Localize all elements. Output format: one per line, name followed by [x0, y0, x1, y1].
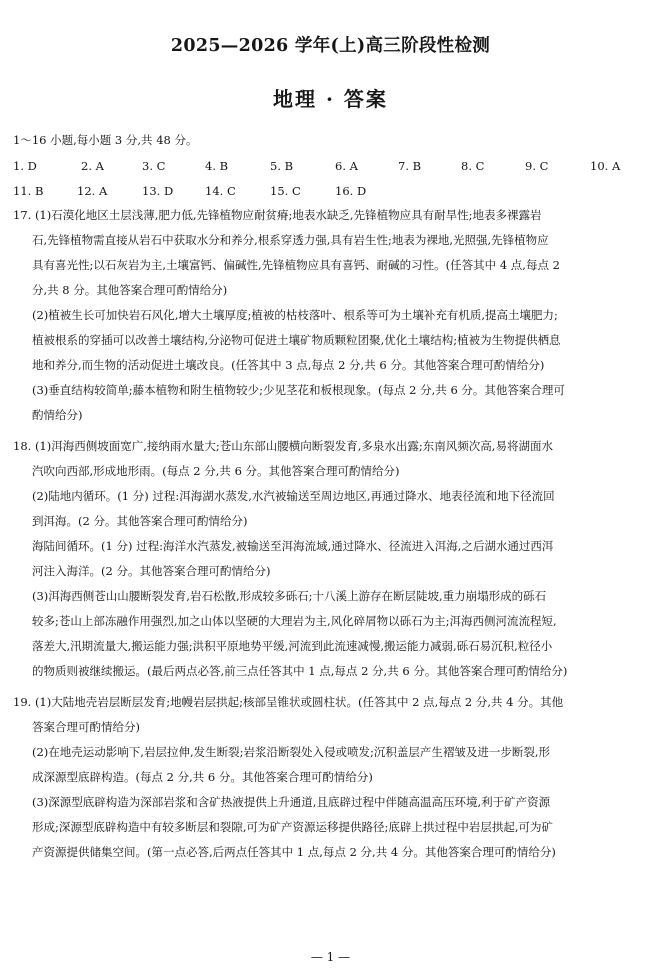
answer-9: 9. C	[525, 159, 549, 173]
question-19	[13, 690, 651, 865]
question-18	[13, 434, 651, 684]
q17-line: 具有喜光性;以石灰岩为主,土壤富钙、偏碱性,先锋植物应具有喜钙、耐碱的习性。(任答其中 4 点,每点 2	[32, 258, 560, 272]
answer-10: 10. A	[590, 159, 621, 173]
q19-line: (3)深源型底辟构造为深部岩浆和含矿热液提供上升通道,且底辟过程中伴随高温高压环境,利于矿产资源	[32, 795, 551, 809]
q18-line: 河注入海洋。(2 分。其他答案合理可酌情给分)	[32, 564, 271, 578]
answer-6: 6. A	[335, 159, 358, 173]
answer-7: 7. B	[398, 159, 422, 173]
answer-15: 15. C	[270, 184, 301, 198]
q18-line: 落差大,汛期流量大,搬运能力强;洪积平原地势平缓,河流到此流速减慢,搬运能力减弱,砾石易沉积,粒径小	[32, 639, 553, 653]
q18-line: (3)洱海西侧苍山山腰断裂发育,岩石松散,形成较多砾石;十八溪上游存在断层陡坡,重力崩塌形成的砾石	[32, 589, 547, 603]
answer-1: 1. D	[13, 159, 37, 173]
page-number: — 1 —	[310, 950, 351, 964]
q18-line: 较多;苍山上部冻融作用强烈,加之山体以坚硬的大理岩为主,风化碎屑物以砾石为主;洱海西侧河流流程短,	[32, 614, 557, 628]
q18-line: 的物质则被继续搬运。(最后两点必答,前三点任答其中 1 点,每点 2 分,共 6 分。其他答案合理可酌情给分)	[32, 664, 568, 678]
answer-16: 16. D	[335, 184, 367, 198]
q17-line: 分,共 8 分。其他答案合理可酌情给分)	[32, 283, 228, 297]
answer-11: 11. B	[13, 184, 44, 198]
answer-12: 12. A	[77, 184, 108, 198]
q19-line: 产资源提供储集空间。(第一点必答,后两点任答其中 1 点,每点 2 分,共 4 分。其他答案合理可酌情给分)	[32, 845, 556, 859]
answer-8: 8. C	[461, 159, 485, 173]
q17-line: 地和养分,而生物的活动促进土壤改良。(任答其中 3 点,每点 2 分,共 6 分。其他答案合理可酌情给分)	[32, 358, 545, 372]
q18-line: 18. (1)洱海西侧坡面宽广,接纳雨水量大;苍山东部山腰横向断裂发育,多泉水出露;东南风频次高,易将湖面水	[13, 439, 553, 453]
q17-line: 石,先锋植物需直接从岩石中获取水分和养分,根系穿透力强,具有岩生性;地表为裸地,光照强,先锋植物应	[32, 233, 549, 247]
q19-line: 形成;深源型底辟构造中有较多断层和裂隙,可为矿产资源运移提供路径;底辟上拱过程中岩层拱起,可为矿	[32, 820, 554, 834]
answer-5: 5. B	[270, 159, 294, 173]
q17-line: (2)植被生长可加快岩石风化,增大土壤厚度;植被的枯枝落叶、根系等可为土壤补充有机质,提高土壤肥力;	[32, 308, 558, 322]
q18-line: 海陆间循环。(1 分) 过程:海洋水汽蒸发,被输送至洱海流域,通过降水、径流进入洱海,之后湖水通过西洱	[32, 539, 554, 553]
q17-line: 酌情给分)	[32, 408, 83, 422]
q19-line: 成深源型底辟构造。(每点 2 分,共 6 分。其他答案合理可酌情给分)	[32, 770, 373, 784]
q17-line: 植被根系的穿插可以改善土壤结构,分泌物可促进土壤矿物质颗粒团聚,优化土壤结构;植被为生物提供栖息	[32, 333, 561, 347]
page-subtitle: 地理 · 答案	[273, 87, 388, 111]
choice-intro: 1～16 小题,每小题 3 分,共 48 分。	[13, 133, 198, 147]
q19-line: (2)在地壳运动影响下,岩层拉伸,发生断裂;岩浆沿断裂处入侵或喷发;沉积盖层产生褶皱及进一步断裂,形	[32, 745, 551, 759]
answer-4: 4. B	[205, 159, 229, 173]
q17-line: 17. (1)石漠化地区土层浅薄,肥力低,先锋植物应耐贫瘠;地表水缺乏,先锋植物应具有耐旱性;地表多裸露岩	[13, 208, 542, 222]
question-17	[13, 203, 651, 428]
q18-line: 到洱海。(2 分。其他答案合理可酌情给分)	[32, 514, 248, 528]
q18-line: 汽吹向西部,形成地形雨。(每点 2 分,共 6 分。其他答案合理可酌情给分)	[32, 464, 400, 478]
q18-line: (2)陆地内循环。(1 分) 过程:洱海湖水蒸发,水汽被输送至周边地区,再通过降水、地表径流和地下径流回	[32, 489, 555, 503]
q17-line: (3)垂直结构较简单;藤本植物和附生植物较少;少见茎花和板根现象。(每点 2 分,共 6 分。其他答案合理可	[32, 383, 565, 397]
q19-line: 19. (1)大陆地壳岩层断层发育;地幔岩层拱起;核部呈锥状或圆柱状。(任答其中 2 点,每点 2 分,共 4 分。其他	[13, 695, 564, 709]
answer-2: 2. A	[81, 159, 104, 173]
page-title: 2025—2026 学年(上)高三阶段性检测	[170, 36, 491, 56]
answer-3: 3. C	[142, 159, 166, 173]
answer-13: 13. D	[142, 184, 174, 198]
q19-line: 答案合理可酌情给分)	[32, 720, 140, 734]
answer-14: 14. C	[205, 184, 236, 198]
